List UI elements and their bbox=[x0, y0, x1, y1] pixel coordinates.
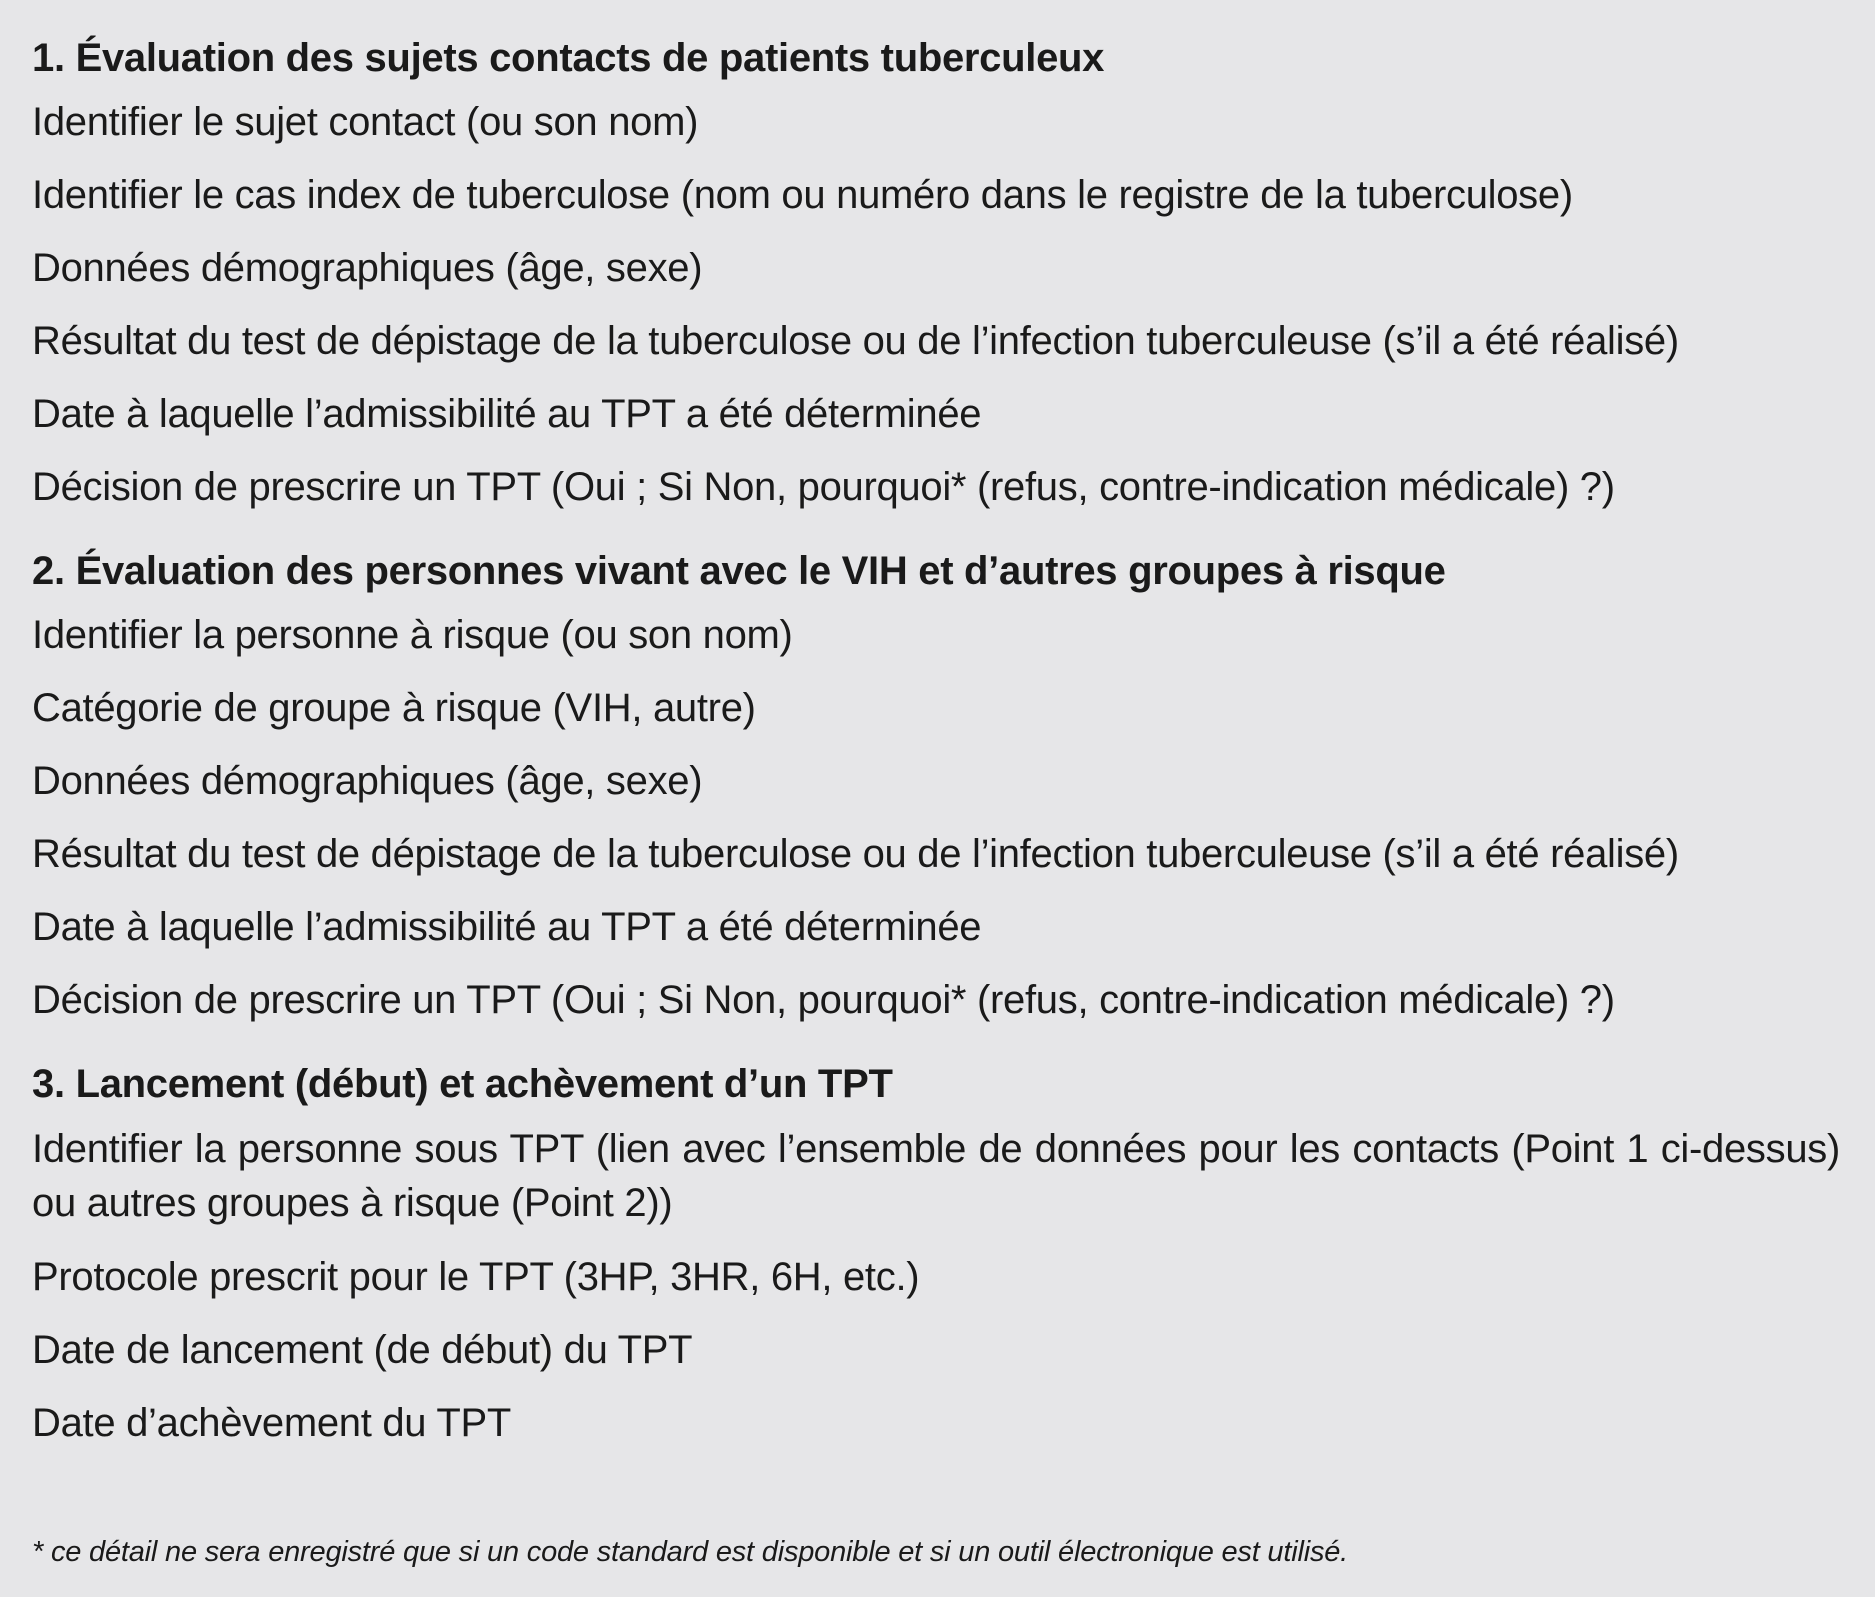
section-heading: 1. Évaluation des sujets contacts de patients tuberculeux bbox=[32, 36, 1105, 80]
list-item: Données démographiques (âge, sexe) bbox=[32, 759, 703, 803]
section-hiv-risk-groups bbox=[32, 541, 1847, 1026]
section-contacts bbox=[32, 28, 1847, 513]
list-item: Identifier le cas index de tuberculose (nom ou numéro dans le registre de la tuberculose) bbox=[32, 173, 1573, 217]
list-item: Résultat du test de dépistage de la tuberculose ou de l’infection tuberculeuse (s’il a été réalisé) bbox=[32, 832, 1679, 876]
section-heading: 3. Lancement (début) et achèvement d’un TPT bbox=[32, 1062, 893, 1106]
list-item: Résultat du test de dépistage de la tuberculose ou de l’infection tuberculeuse (s’il a été réalisé) bbox=[32, 319, 1679, 363]
list-item: Date à laquelle l’admissibilité au TPT a été déterminée bbox=[32, 392, 982, 436]
list-item: Catégorie de groupe à risque (VIH, autre) bbox=[32, 686, 756, 730]
list-item: Identifier la personne à risque (ou son nom) bbox=[32, 613, 793, 657]
section-heading: 2. Évaluation des personnes vivant avec le VIH et d’autres groupes à risque bbox=[32, 549, 1446, 593]
list-item: Date à laquelle l’admissibilité au TPT a été déterminée bbox=[32, 905, 982, 949]
list-item: Données démographiques (âge, sexe) bbox=[32, 246, 703, 290]
list-item: Décision de prescrire un TPT (Oui ; Si Non, pourquoi* (refus, contre-indication médicale) ?) bbox=[32, 978, 1615, 1022]
list-item: Décision de prescrire un TPT (Oui ; Si Non, pourquoi* (refus, contre-indication médicale) ?) bbox=[32, 465, 1615, 509]
footnote: * ce détail ne sera enregistré que si un code standard est disponible et si un outil électronique est utilisé. bbox=[32, 1536, 1349, 1568]
list-item: Protocole prescrit pour le TPT (3HP, 3HR, 6H, etc.) bbox=[32, 1255, 920, 1299]
list-item: Identifier la personne sous TPT (lien avec l’ensemble de données pour les contacts (Point 1 ci-dessus) ou autres groupes à risque (Point 2)) bbox=[32, 1127, 1840, 1225]
list-item: Date de lancement (de début) du TPT bbox=[32, 1328, 693, 1372]
list-item: Date d’achèvement du TPT bbox=[32, 1401, 511, 1445]
list-item: Identifier le sujet contact (ou son nom) bbox=[32, 100, 699, 144]
section-tpt-start-completion bbox=[32, 1054, 1847, 1449]
